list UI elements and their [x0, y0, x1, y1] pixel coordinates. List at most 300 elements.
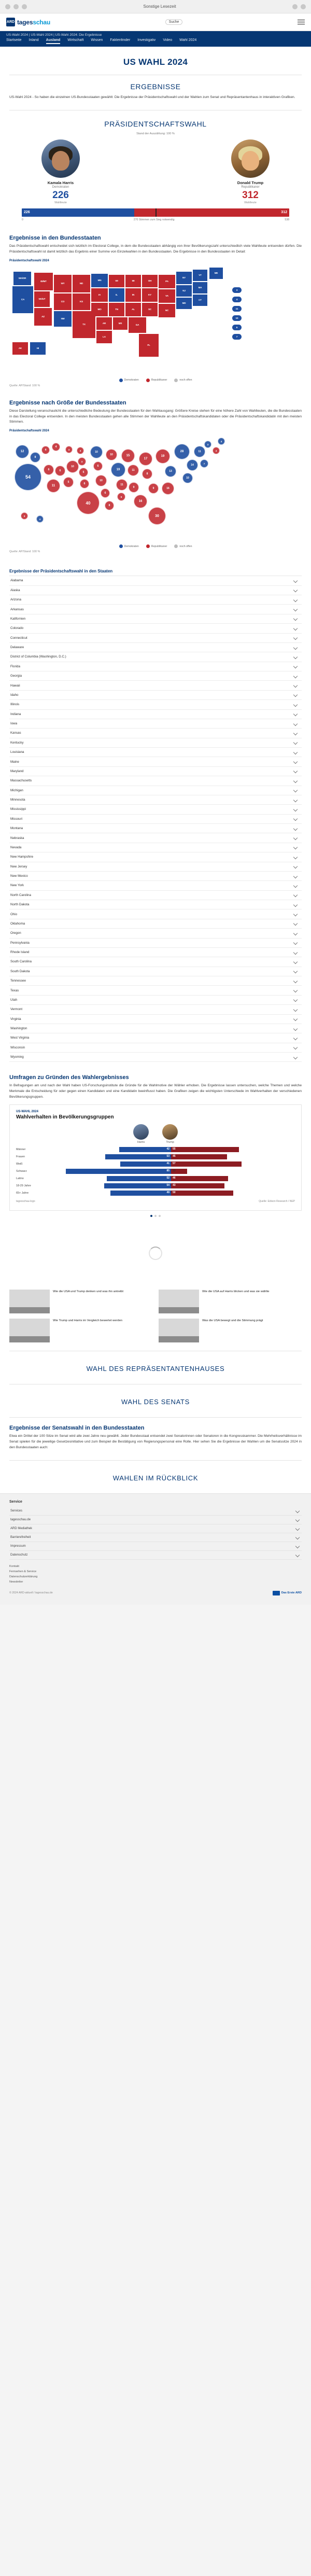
state-tile-md[interactable]: MD	[176, 298, 192, 309]
bubble-ia[interactable]: 6	[93, 461, 103, 471]
state-name: Virginia	[10, 1017, 21, 1021]
header-search[interactable]	[165, 19, 183, 25]
state-row[interactable]	[9, 824, 302, 833]
bubble-pa[interactable]: 19	[156, 449, 170, 464]
bubble-mi[interactable]: 15	[121, 449, 135, 463]
bubble-nj[interactable]: 14	[187, 459, 198, 471]
state-row[interactable]	[9, 586, 302, 595]
bubble-va[interactable]: 13	[165, 466, 176, 477]
carousel-pager[interactable]	[9, 1215, 302, 1217]
survey-bar-left	[47, 1154, 171, 1159]
state-row[interactable]	[9, 881, 302, 890]
survey-bar-right-value: 57	[173, 1162, 176, 1165]
survey-bar-left-value: 52	[166, 1177, 169, 1180]
ev-pill-2[interactable]: 4	[232, 297, 242, 302]
bubble-az[interactable]: 11	[47, 479, 60, 493]
state-row[interactable]	[9, 909, 302, 919]
bubble-ky[interactable]: 8	[142, 469, 152, 479]
bubble-ak[interactable]: 3	[21, 512, 28, 520]
bubble-ms[interactable]: 6	[117, 493, 125, 501]
footer-list	[9, 1507, 302, 1560]
address-bar[interactable]	[143, 4, 176, 9]
survey-section	[0, 1067, 311, 1222]
survey-bar-left-value: 41	[166, 1162, 169, 1165]
state-name: Nevada	[10, 845, 22, 849]
state-name: Hawaii	[10, 683, 20, 688]
us-bubble-map[interactable]	[9, 435, 302, 543]
state-row[interactable]	[9, 738, 302, 748]
legend-open	[174, 379, 192, 382]
bubble-sd[interactable]: 3	[78, 457, 86, 466]
presidential-heading: PRÄSIDENTSCHAFTSWAHL	[104, 119, 207, 128]
state-tile-tx[interactable]: TX	[73, 311, 95, 338]
state-tile-in[interactable]: IN	[125, 288, 141, 302]
state-row[interactable]	[9, 700, 302, 709]
bubble-tn[interactable]: 11	[116, 479, 128, 491]
survey-bar-right-value: 13	[173, 1169, 176, 1172]
bubble-ga[interactable]: 16	[134, 495, 147, 508]
teaser-text: Wie die USA und Trump denken und was ihn antreibt	[53, 1290, 123, 1293]
chevron-right-icon	[293, 750, 298, 754]
survey-bar-left	[47, 1191, 171, 1196]
nav-item-wirtschaft[interactable]: Wirtschaft	[67, 38, 84, 42]
chevron-right-icon	[293, 1045, 298, 1049]
survey-bar-right-value: 55	[173, 1147, 176, 1151]
state-name: Washington	[10, 1027, 27, 1031]
bubble-me[interactable]: 4	[218, 438, 225, 445]
survey-bar-category: Weiß	[16, 1163, 23, 1166]
footer-item[interactable]	[9, 1542, 302, 1551]
bubble-ut[interactable]: 6	[55, 466, 65, 476]
bubble-hi[interactable]: 4	[36, 515, 44, 523]
presidential-section	[0, 110, 311, 228]
state-name: Texas	[10, 988, 19, 992]
state-tile-tn[interactable]: TN	[109, 303, 124, 316]
state-row[interactable]	[9, 967, 302, 976]
state-row[interactable]	[9, 671, 302, 681]
share-icon[interactable]	[292, 4, 298, 9]
map-bubbles-legend	[9, 544, 302, 548]
bubble-mt[interactable]: 4	[52, 443, 60, 451]
state-tile-wy-sd[interactable]: WY	[54, 275, 72, 292]
state-row[interactable]	[9, 757, 302, 766]
state-tile-ma[interactable]: MA	[193, 282, 207, 293]
pager-dot-1[interactable]	[150, 1215, 152, 1217]
bubble-ct[interactable]: 7	[200, 459, 208, 468]
page-title-band	[0, 47, 311, 75]
trump-ev-label: Wahlleute	[244, 201, 257, 204]
state-tile-az[interactable]: AZ	[34, 308, 52, 326]
back-icon[interactable]	[5, 4, 10, 9]
us-cartogram-map[interactable]	[9, 264, 302, 377]
chevron-right-icon	[293, 797, 298, 802]
state-tile-ny[interactable]: NY	[176, 272, 192, 284]
loading-spinner-icon	[149, 1247, 162, 1260]
trump-electoral-votes: 312	[242, 189, 259, 201]
electoral-bar	[22, 208, 289, 217]
bubble-tx[interactable]: 40	[77, 492, 100, 514]
teaser-item[interactable]	[159, 1290, 302, 1313]
bubble-ca[interactable]: 54	[15, 464, 41, 491]
state-row[interactable]	[9, 681, 302, 690]
teaser-thumb	[159, 1319, 199, 1342]
survey-card-title: Wahlverhalten in Bevölkerungsgruppen	[16, 1114, 114, 1120]
state-row[interactable]	[9, 996, 302, 1005]
candidate-harris[interactable]	[22, 139, 100, 204]
footer-item[interactable]	[9, 1516, 302, 1524]
states-panel-section	[0, 558, 311, 1067]
state-tile-id-mt[interactable]: ID/MT	[34, 273, 53, 290]
state-row[interactable]	[9, 843, 302, 852]
electoral-bar-rep-value: 312	[281, 211, 287, 215]
site-footer	[0, 1493, 311, 1605]
pager-dot-3[interactable]	[159, 1215, 161, 1217]
state-tile-nc[interactable]: NC	[159, 304, 175, 317]
chevron-right-icon	[295, 1535, 300, 1539]
state-row[interactable]	[9, 748, 302, 757]
survey-bar-row	[16, 1147, 295, 1152]
bubble-vt[interactable]: 3	[204, 441, 211, 448]
footer-title: Service	[9, 1500, 22, 1504]
state-tile-va[interactable]: VA	[159, 289, 175, 303]
survey-bar-left	[47, 1147, 171, 1152]
survey-card-kicker: US-WAHL 2024	[16, 1110, 38, 1113]
bubble-mo[interactable]: 10	[95, 475, 107, 486]
bubble-co[interactable]: 10	[66, 460, 79, 473]
legend-rep-label: Republikaner	[151, 379, 167, 382]
state-row[interactable]	[9, 729, 302, 738]
browser-nav-controls	[5, 4, 27, 9]
pager-dot-2[interactable]	[154, 1215, 157, 1217]
ev-pill-6[interactable]: 7	[232, 334, 242, 340]
electoral-bar-legend	[22, 218, 289, 221]
state-tile-co[interactable]: CO	[54, 293, 72, 310]
footer-link[interactable]: Datenschutzerklärung	[9, 1575, 38, 1578]
footer-item[interactable]	[9, 1533, 302, 1542]
ev-pill-3[interactable]: 11	[232, 306, 242, 312]
nav-item-video[interactable]: Video	[163, 38, 173, 42]
state-row[interactable]	[9, 919, 302, 929]
bubble-in[interactable]: 11	[128, 465, 139, 476]
state-name: West Virginia	[10, 1036, 30, 1040]
bubble-sc[interactable]: 9	[148, 483, 159, 494]
bubble-nm[interactable]: 5	[63, 477, 74, 487]
map-bubbles-caption: Quelle: AP/Stand: 100 %	[9, 550, 40, 554]
state-tile-ky[interactable]: KY	[142, 288, 158, 302]
search-chip[interactable]: Suche	[165, 19, 183, 25]
ard-logo[interactable]	[273, 1591, 302, 1595]
chevron-right-icon	[293, 607, 298, 611]
breadcrumb: US-Wahl 2024 | US-Wahl 2024 | US-Wahl 2024: Die Ergebnisse	[6, 33, 102, 37]
footer-item[interactable]	[9, 1551, 302, 1560]
state-name: South Carolina	[10, 960, 32, 964]
state-tile-ms[interactable]: MS	[113, 317, 128, 330]
state-tile-nd-ne[interactable]: ND	[73, 275, 90, 292]
state-row[interactable]	[9, 872, 302, 881]
state-tile-ct-ri[interactable]: CT	[193, 295, 207, 306]
chevron-right-icon	[293, 683, 298, 688]
survey-bar-category: Schwarz	[16, 1170, 27, 1173]
trump-label: Trump	[166, 1141, 174, 1144]
bubble-or[interactable]: 8	[30, 452, 40, 463]
state-row[interactable]	[9, 1043, 302, 1053]
state-tile-mi[interactable]: MI	[125, 275, 141, 287]
survey-bar-left-value: 42	[166, 1147, 169, 1151]
state-row[interactable]	[9, 891, 302, 900]
bubble-ks[interactable]: 6	[80, 479, 89, 488]
bubble-ne[interactable]: 5	[79, 468, 88, 477]
state-tile-ia[interactable]: IA	[91, 288, 108, 302]
bubble-fl[interactable]: 30	[148, 507, 166, 525]
state-row[interactable]	[9, 939, 302, 948]
survey-bar-category: 18-29 Jahre	[16, 1184, 31, 1187]
survey-bar-row	[16, 1191, 295, 1196]
teaser-thumb	[159, 1290, 199, 1313]
states-panel-heading: Ergebnisse der Präsidentschaftswahl in den Staaten	[9, 569, 113, 574]
chevron-right-icon	[293, 941, 298, 945]
state-tile-il[interactable]: IL	[109, 288, 124, 302]
state-tile-nm[interactable]: NM	[54, 311, 72, 327]
bubble-nv[interactable]: 6	[44, 465, 54, 475]
survey-bar-right	[171, 1191, 295, 1196]
state-row[interactable]	[9, 786, 302, 795]
state-row[interactable]	[9, 976, 302, 986]
state-row[interactable]	[9, 662, 302, 671]
state-row[interactable]	[9, 1033, 302, 1043]
survey-bar-right	[171, 1176, 295, 1181]
forward-icon[interactable]	[13, 4, 19, 9]
bookmark-icon[interactable]	[301, 4, 306, 9]
state-row[interactable]	[9, 1005, 302, 1014]
chevron-right-icon	[293, 731, 298, 735]
state-row[interactable]	[9, 595, 302, 605]
chevron-right-icon	[293, 902, 298, 906]
state-row[interactable]	[9, 767, 302, 776]
bubble-wy[interactable]: 3	[65, 446, 73, 453]
legend-open-label: noch offen	[179, 379, 192, 382]
state-tile-ga[interactable]: GA	[129, 317, 146, 333]
state-name: Tennessee	[10, 979, 26, 983]
teaser-item[interactable]	[9, 1290, 152, 1313]
presidential-head	[9, 118, 302, 136]
bubble-wi[interactable]: 10	[106, 449, 117, 460]
state-row[interactable]	[9, 710, 302, 719]
state-row[interactable]	[9, 1053, 302, 1062]
state-row[interactable]	[9, 776, 302, 786]
survey-bar-left-value: 85	[166, 1169, 169, 1172]
bubble-nc[interactable]: 16	[162, 482, 174, 495]
brand-logo[interactable]	[6, 18, 50, 26]
candidate-row	[9, 136, 302, 204]
state-tile-nj[interactable]: NJ	[176, 285, 192, 297]
state-row[interactable]	[9, 852, 302, 862]
state-row[interactable]	[9, 624, 302, 633]
chevron-right-icon	[293, 664, 298, 668]
state-row[interactable]	[9, 614, 302, 624]
state-name: Delaware	[10, 646, 24, 650]
senate-info-body: Etwa ein Drittel der 100 Sitze im Senat wird alle zwei Jahre neu gewählt. Jeder Bundesstaat entsendet zwei Senatorinnen oder Senatoren in die Kongresskammer. Die Mehrheitsverhältnisse im Senat spielen für die jeweilige Gesetzesinitiative und zum Beispiel die Bestätigung von Regierungspersonal eine Rolle. Hier sehen Sie die Ergebnisse der Wahlen um die Senatssitze 2024 in den Bundesstaaten auch:	[9, 1434, 302, 1449]
state-row[interactable]	[9, 1015, 302, 1024]
state-tile-ar[interactable]: AR	[96, 317, 112, 330]
state-tile-hi[interactable]: HI	[30, 342, 46, 355]
chevron-right-icon	[293, 1036, 298, 1040]
map-states-subtitle: Präsidentschaftswahl 2024	[9, 259, 49, 262]
legend-dem-label-2: Demokraten	[124, 544, 139, 548]
bubble-oh[interactable]: 17	[139, 452, 152, 466]
chevron-right-icon	[295, 1526, 300, 1530]
state-tile-wa-or[interactable]: WA/OR	[13, 272, 31, 285]
ev-pill-5[interactable]: 6	[232, 325, 242, 330]
nav-item-startseite[interactable]: Startseite	[6, 38, 22, 42]
bubble-nd[interactable]: 3	[77, 447, 84, 454]
harris-party: Demokraten	[52, 185, 69, 189]
footer-link[interactable]: Fernsehen & Service	[9, 1570, 37, 1573]
state-tile-mo[interactable]: MO	[91, 303, 108, 316]
chevron-right-icon	[293, 978, 298, 983]
survey-bar-row	[16, 1169, 295, 1174]
state-name: Kalifornien	[10, 617, 26, 621]
bubble-il[interactable]: 19	[111, 463, 125, 477]
trump-party: Republikaner	[241, 185, 260, 189]
state-row[interactable]	[9, 1024, 302, 1033]
state-row[interactable]	[9, 634, 302, 643]
survey-bar-left-value: 54	[166, 1184, 169, 1187]
bubble-mn[interactable]: 10	[90, 446, 103, 458]
scale-right: 538	[285, 218, 289, 221]
state-name: Louisiana	[10, 750, 24, 754]
candidate-trump[interactable]	[211, 139, 289, 204]
chevron-right-icon	[293, 712, 298, 716]
state-tile-nv-ut[interactable]: NV/UT	[34, 291, 50, 307]
state-row[interactable]	[9, 652, 302, 662]
bubble-la[interactable]: 8	[105, 501, 114, 510]
chevron-right-icon	[295, 1508, 300, 1513]
state-name: Indiana	[10, 712, 21, 716]
footer-item-label: ARD Mediathek	[10, 1527, 33, 1530]
state-row[interactable]	[9, 605, 302, 614]
harris-avatar	[133, 1124, 149, 1140]
chevron-right-icon	[293, 855, 298, 859]
state-tile-me[interactable]: ME	[209, 268, 223, 279]
state-row[interactable]	[9, 986, 302, 995]
state-name: Connecticut	[10, 636, 27, 640]
url-text: Sonstige Lesezeit	[143, 4, 176, 9]
survey-person-trump	[162, 1124, 178, 1144]
footer-link[interactable]: Newsletter	[9, 1580, 23, 1584]
teaser-text: Was die USA bewegt und die Stimmung prägt	[202, 1319, 263, 1322]
chevron-right-icon	[293, 836, 298, 840]
chevron-right-icon	[293, 617, 298, 621]
state-row[interactable]	[9, 948, 302, 957]
state-row[interactable]	[9, 833, 302, 843]
nav-item-wissen[interactable]: Wissen	[91, 38, 103, 42]
hamburger-menu-icon[interactable]	[298, 20, 305, 25]
nav-item-faktenfinder[interactable]: Faktenfinder	[110, 38, 131, 42]
state-row[interactable]	[9, 719, 302, 729]
bubble-ar[interactable]: 6	[101, 488, 110, 498]
results-section	[0, 75, 311, 110]
map-bubbles-section	[0, 393, 311, 559]
state-tile-fl[interactable]: FL	[139, 334, 159, 357]
majority-marker	[156, 208, 157, 217]
state-tile-mn[interactable]: MN	[91, 274, 108, 287]
state-row[interactable]	[9, 900, 302, 909]
state-tile-ca[interactable]: CA	[12, 286, 33, 313]
state-tile-wi[interactable]: WI	[109, 275, 124, 287]
bubble-wa[interactable]: 12	[16, 445, 29, 458]
ev-pill-4[interactable]: 10	[232, 315, 242, 321]
bubble-nh[interactable]: 4	[213, 447, 220, 454]
survey-bar-left-value: 49	[166, 1191, 169, 1194]
chevron-right-icon	[293, 817, 298, 821]
senate-section	[0, 1384, 311, 1417]
state-name: Missouri	[10, 817, 23, 821]
state-tile-ak[interactable]: AK	[12, 342, 28, 355]
footer-item-label: Services	[10, 1509, 23, 1513]
state-row[interactable]	[9, 929, 302, 938]
nav-item-investigativ[interactable]: Investigativ	[137, 38, 156, 42]
legend-open-label-2: noch offen	[179, 544, 192, 548]
footer-item[interactable]	[9, 1507, 302, 1516]
survey-bar-right-value: 43	[173, 1184, 176, 1187]
footer-link[interactable]: Kontakt	[9, 1564, 19, 1568]
chevron-right-icon	[293, 1017, 298, 1021]
nav-item-ausland[interactable]: Ausland	[46, 38, 61, 44]
reload-icon[interactable]	[22, 4, 27, 9]
state-tile-oh[interactable]: OH	[142, 275, 158, 287]
state-tile-ks[interactable]: KS	[73, 293, 90, 310]
harris-portrait	[41, 139, 80, 178]
bubble-ma[interactable]: 11	[194, 446, 205, 457]
state-row[interactable]	[9, 862, 302, 872]
chevron-right-icon	[293, 721, 298, 725]
state-row[interactable]	[9, 805, 302, 814]
state-name: District of Columbia (Washington, D.C.)	[10, 655, 66, 659]
teaser-item[interactable]	[9, 1319, 152, 1342]
map-bubbles-title: Ergebnisse nach Größe der Bundesstaaten	[9, 399, 126, 406]
chevron-right-icon	[293, 893, 298, 897]
nav-item-wahl2024[interactable]: Wahl 2024	[179, 38, 197, 42]
bubble-al[interactable]: 9	[129, 482, 139, 493]
state-name: New Hampshire	[10, 855, 34, 859]
survey-bar-left	[47, 1183, 171, 1188]
browser-toolbar	[0, 0, 311, 13]
state-row[interactable]	[9, 643, 302, 652]
state-row[interactable]	[9, 815, 302, 824]
nav-item-inland[interactable]: Inland	[29, 38, 39, 42]
bubble-id[interactable]: 4	[41, 446, 50, 454]
state-row[interactable]	[9, 576, 302, 585]
state-tile-pa[interactable]: PA	[159, 275, 175, 288]
map-states-title: Ergebnisse in den Bundesstaaten	[9, 234, 101, 241]
majority-label: 270 Stimmen zum Sieg notwendig	[133, 218, 175, 221]
footer-item[interactable]	[9, 1524, 302, 1533]
state-tile-al[interactable]: AL	[125, 303, 141, 316]
state-row[interactable]	[9, 957, 302, 967]
state-row[interactable]	[9, 795, 302, 805]
bubble-md[interactable]: 10	[182, 473, 193, 483]
state-tile-la[interactable]: LA	[96, 331, 112, 343]
state-tile-vt-nh[interactable]: VT	[193, 270, 207, 281]
state-row[interactable]	[9, 691, 302, 700]
teaser-item[interactable]	[159, 1319, 302, 1342]
survey-card-people	[16, 1124, 295, 1144]
state-tile-sc[interactable]: SC	[142, 303, 158, 316]
trump-name: Donald Trump	[237, 180, 264, 185]
survey-bar-category: Frauen	[16, 1155, 25, 1158]
ev-pill-1[interactable]: 3	[232, 287, 242, 293]
bubble-ny[interactable]: 28	[174, 444, 190, 459]
